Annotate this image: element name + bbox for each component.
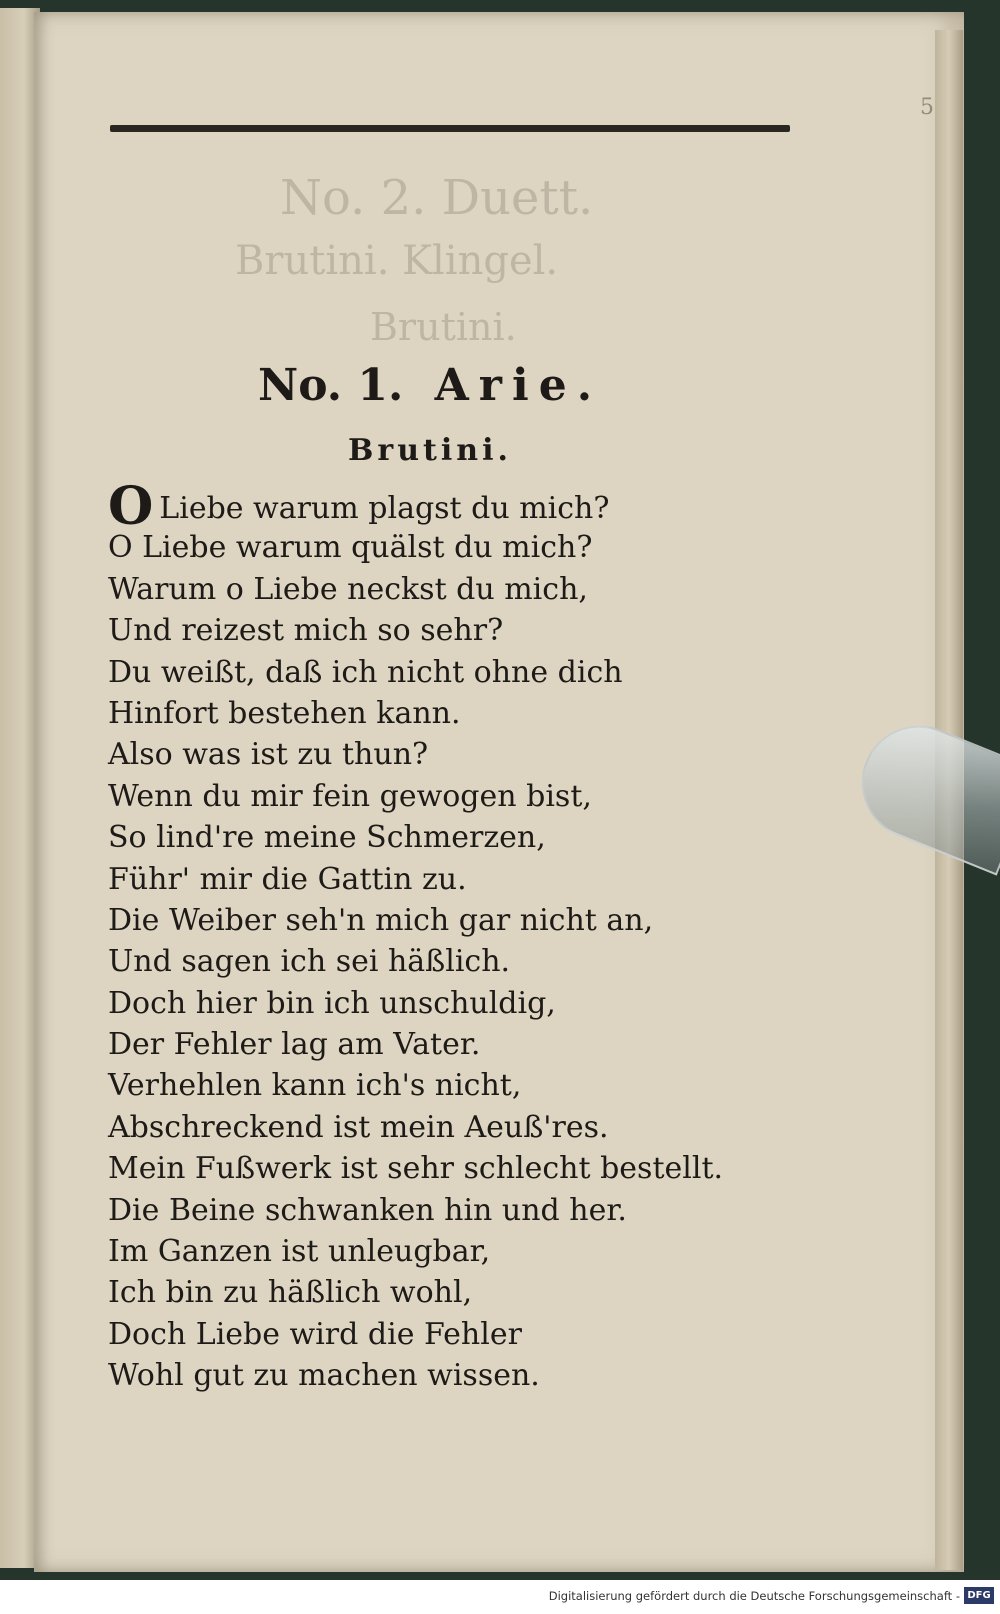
- verse-line: Ich bin zu häßlich wohl,: [108, 1275, 473, 1311]
- verse-line: Die Weiber seh'n mich gar nicht an,: [108, 902, 654, 938]
- dfg-logo: DFG: [964, 1587, 994, 1604]
- verse-line: Doch hier bin ich unschuldig,: [108, 985, 556, 1021]
- verse-line: Der Fehler lag am Vater.: [108, 1027, 481, 1063]
- digitization-credit: Digitalisierung gefördert durch die Deutsche Forschungsgemeinschaft -: [548, 1589, 960, 1603]
- verse-line: Warum o Liebe neckst du mich,: [108, 571, 588, 607]
- header-rule: [110, 125, 790, 132]
- bleed-through-line: Brutini. Klingel.: [235, 238, 559, 284]
- aria-number: No. 1.: [257, 360, 404, 411]
- verse-line: Verhehlen kann ich's nicht,: [108, 1068, 522, 1104]
- verse-line-text: Liebe warum plagst du mich?: [159, 491, 610, 526]
- verse-line: O Liebe warum quälst du mich?: [108, 530, 593, 566]
- verse-line: Die Beine schwanken hin und her.: [108, 1192, 627, 1228]
- aria-title-word: Arie.: [434, 360, 603, 411]
- speaker-name: Brutini.: [348, 433, 512, 468]
- page-marker: 5: [920, 95, 934, 120]
- verse-block: [108, 476, 748, 1397]
- verse-line: Mein Fußwerk ist sehr schlecht bestellt.: [108, 1151, 724, 1187]
- verse-line: Doch Liebe wird die Fehler: [108, 1316, 522, 1352]
- verse-line: Wenn du mir fein gewogen bist,: [108, 778, 592, 814]
- verse-line: Wohl gut zu machen wissen.: [108, 1358, 540, 1394]
- aria-title: [0, 360, 860, 411]
- credit-bar: [0, 1580, 1000, 1614]
- bleed-through-line: Brutini.: [370, 305, 517, 349]
- verse-line: Abschreckend ist mein Aeuß'res.: [108, 1109, 609, 1145]
- initial-letter: O: [108, 476, 154, 537]
- verse-line: So lind're meine Schmerzen,: [108, 820, 546, 856]
- verse-line: Und reizest mich so sehr?: [108, 613, 504, 649]
- verse-line: Führ' mir die Gattin zu.: [108, 861, 467, 897]
- verse-line: [108, 476, 748, 537]
- verse-line: Und sagen ich sei häßlich.: [108, 944, 511, 980]
- verse-line: Also was ist zu thun?: [108, 737, 429, 773]
- verse-line: Du weißt, daß ich nicht ohne dich: [108, 654, 623, 690]
- verse-line: Hinfort bestehen kann.: [108, 695, 461, 731]
- verse-line: Im Ganzen ist unleugbar,: [108, 1234, 491, 1270]
- bleed-through-line: No. 2. Duett.: [280, 170, 594, 226]
